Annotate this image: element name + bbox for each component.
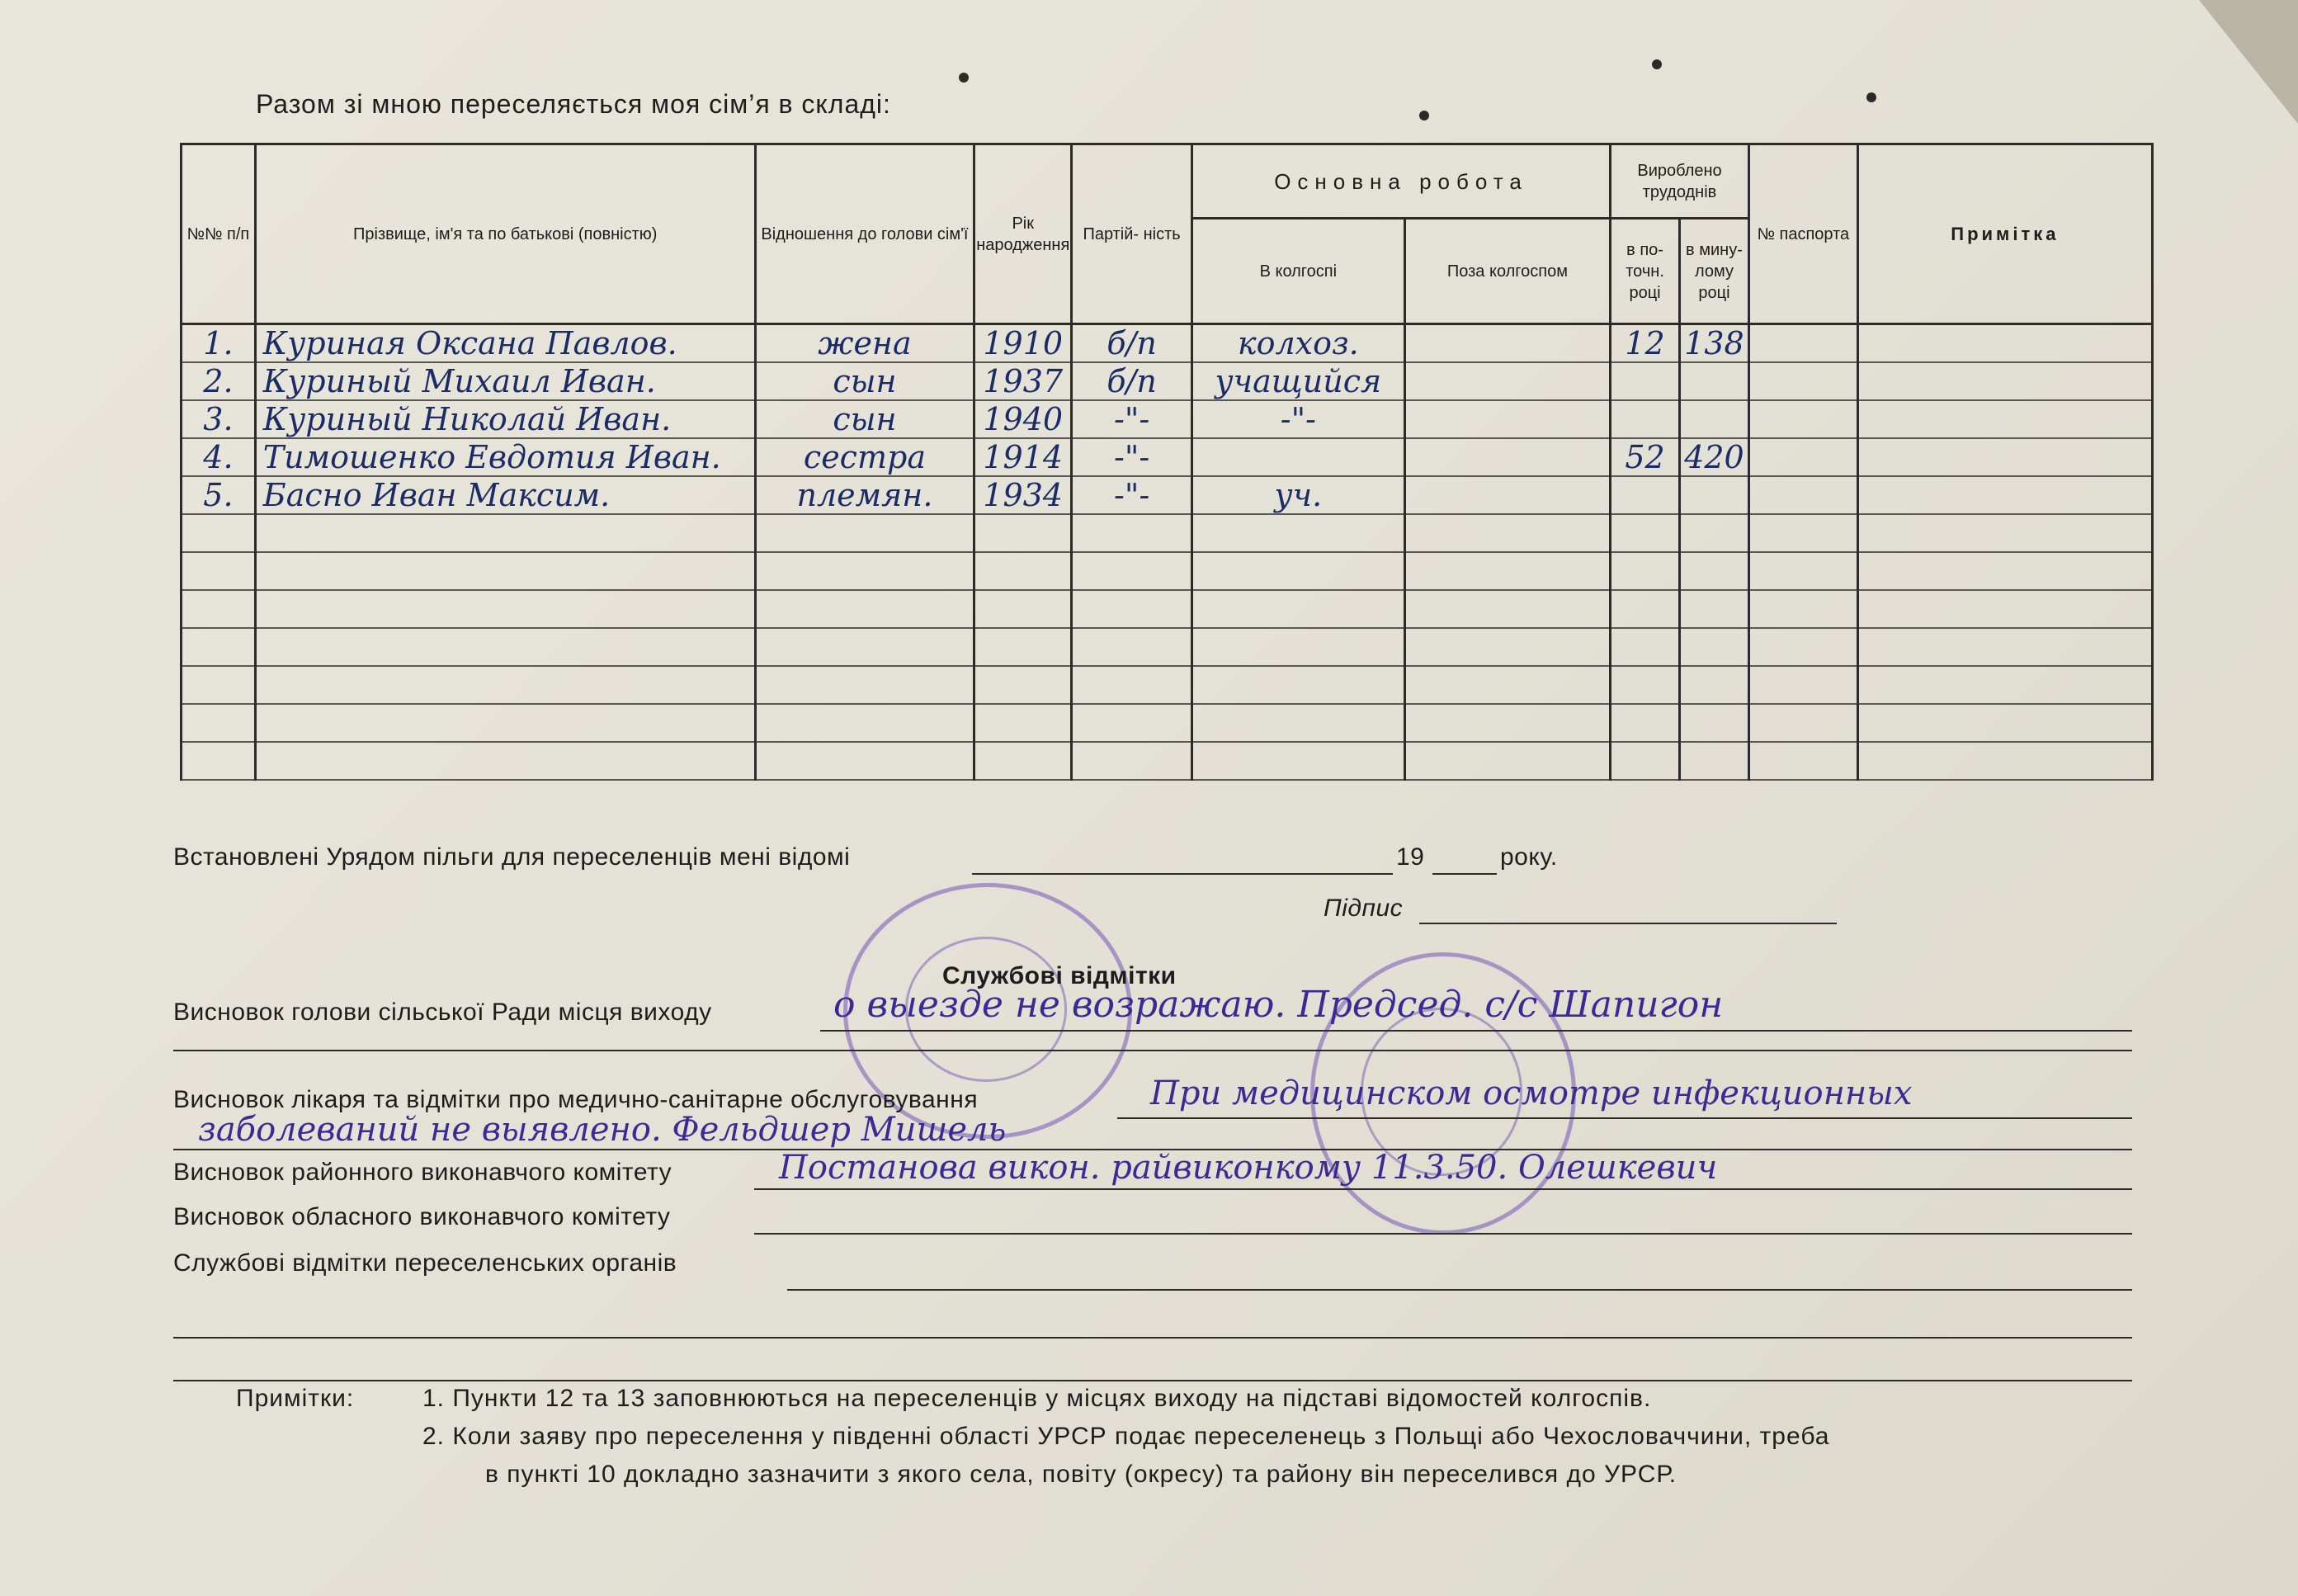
official-title: Службові відмітки	[942, 962, 1177, 989]
row-num[interactable]: 4.	[182, 438, 256, 476]
row-relation[interactable]: сын	[755, 362, 974, 400]
row-party[interactable]	[1072, 552, 1192, 590]
row-note[interactable]	[1857, 552, 2152, 590]
header-year: Рік народження	[974, 144, 1072, 324]
row-relation[interactable]	[755, 514, 974, 552]
row-passport[interactable]	[1748, 590, 1857, 628]
row-note[interactable]	[1857, 742, 2152, 780]
row-num[interactable]	[182, 552, 256, 590]
row-passport[interactable]	[1748, 324, 1857, 363]
note-item-3: в пункті 10 докладно зазначити з якого села, повіту (окресу) та району він переселився до УРСР.	[485, 1461, 1677, 1488]
table-row	[182, 514, 2153, 552]
row-produced-current[interactable]	[1611, 742, 1680, 780]
row-year[interactable]	[974, 742, 1072, 780]
header-work-kolhosp: В колгоспі	[1191, 219, 1404, 324]
row-work-outside[interactable]	[1404, 590, 1610, 628]
benefits-label: Встановлені Урядом пільги для переселенців мені відомі	[173, 843, 851, 871]
header-relation: Відношення до голови сім'ї	[755, 144, 974, 324]
row-name[interactable]: Басно Иван Максим.	[255, 476, 755, 514]
row-name[interactable]	[255, 590, 755, 628]
row-party[interactable]	[1072, 704, 1192, 742]
row-produced-last[interactable]	[1679, 400, 1748, 438]
row-produced-last[interactable]	[1679, 628, 1748, 666]
row-produced-current[interactable]	[1611, 400, 1680, 438]
family-rows	[182, 324, 2153, 781]
row-year[interactable]	[974, 666, 1072, 704]
resettlement-label: Службові відмітки переселенських органів	[173, 1249, 677, 1277]
row-note[interactable]	[1857, 324, 2152, 363]
family-table	[180, 143, 2154, 781]
row-year[interactable]	[974, 590, 1072, 628]
row-relation[interactable]	[755, 704, 974, 742]
row-num[interactable]: 2.	[182, 362, 256, 400]
row-produced-current[interactable]: 12	[1611, 324, 1680, 363]
row-name[interactable]	[255, 704, 755, 742]
torn-corner	[2199, 0, 2298, 124]
village-council-label: Висновок голови сільської Ради місця виходу	[173, 999, 712, 1026]
signature-line[interactable]	[1419, 923, 1837, 924]
punch-hole	[1419, 111, 1429, 120]
row-party[interactable]: -"-	[1072, 438, 1192, 476]
header-note: Примітка	[1857, 144, 2152, 324]
row-produced-last[interactable]	[1679, 590, 1748, 628]
row-work-kolhosp[interactable]: уч.	[1191, 476, 1404, 514]
row-num[interactable]: 3.	[182, 400, 256, 438]
row-work-kolhosp[interactable]: -"-	[1191, 400, 1404, 438]
note-item-1: 1. Пункти 12 та 13 заповнюються на переселенців у місцях виходу на підставі відомостей колгоспів.	[422, 1385, 1652, 1412]
row-work-outside[interactable]	[1404, 514, 1610, 552]
row-relation[interactable]	[755, 628, 974, 666]
resettlement-line[interactable]	[787, 1289, 2132, 1291]
row-produced-last[interactable]	[1679, 514, 1748, 552]
row-work-kolhosp[interactable]	[1191, 514, 1404, 552]
row-produced-last[interactable]	[1679, 552, 1748, 590]
punch-hole	[959, 73, 969, 83]
row-produced-last[interactable]: 138	[1679, 324, 1748, 363]
row-year[interactable]: 1934	[974, 476, 1072, 514]
row-year[interactable]	[974, 628, 1072, 666]
row-party[interactable]	[1072, 666, 1192, 704]
benefits-year-prefix: 19	[1396, 843, 1425, 871]
row-work-kolhosp[interactable]	[1191, 590, 1404, 628]
row-party[interactable]: -"-	[1072, 476, 1192, 514]
row-name[interactable]: Тимошенко Евдотия Иван.	[255, 438, 755, 476]
row-passport[interactable]	[1748, 514, 1857, 552]
row-party[interactable]: б/п	[1072, 324, 1192, 363]
row-relation[interactable]: сын	[755, 400, 974, 438]
row-party[interactable]	[1072, 590, 1192, 628]
header-work-outside: Поза колгоспом	[1404, 219, 1610, 324]
row-produced-current[interactable]	[1611, 704, 1680, 742]
district-value: Постанова викон. райвиконкому 11.3.50. Олешкевич	[779, 1149, 1718, 1187]
header-work: Основна робота	[1191, 144, 1610, 219]
row-work-outside[interactable]	[1404, 362, 1610, 400]
row-work-kolhosp[interactable]	[1191, 628, 1404, 666]
row-work-kolhosp[interactable]	[1191, 438, 1404, 476]
row-note[interactable]	[1857, 628, 2152, 666]
row-relation[interactable]	[755, 590, 974, 628]
row-num[interactable]: 1.	[182, 324, 256, 363]
row-note[interactable]	[1857, 590, 2152, 628]
row-num[interactable]	[182, 628, 256, 666]
table-row	[182, 704, 2153, 742]
row-year[interactable]: 1940	[974, 400, 1072, 438]
oblast-line[interactable]	[754, 1233, 2132, 1235]
row-produced-last[interactable]	[1679, 476, 1748, 514]
row-year[interactable]: 1914	[974, 438, 1072, 476]
row-year[interactable]	[974, 552, 1072, 590]
row-passport[interactable]	[1748, 476, 1857, 514]
table-row	[182, 324, 2153, 363]
row-num[interactable]	[182, 666, 256, 704]
row-produced-current[interactable]	[1611, 362, 1680, 400]
district-line[interactable]	[754, 1188, 2132, 1190]
table-row	[182, 742, 2153, 780]
signature-label: Підпис	[1324, 895, 1404, 922]
header-produced-current: в по- точн. році	[1611, 219, 1680, 324]
row-year[interactable]: 1910	[974, 324, 1072, 363]
row-produced-current[interactable]	[1611, 476, 1680, 514]
row-produced-last[interactable]: 420	[1679, 438, 1748, 476]
row-passport[interactable]	[1748, 666, 1857, 704]
row-passport[interactable]	[1748, 704, 1857, 742]
row-num[interactable]: 5.	[182, 476, 256, 514]
village-council-line[interactable]	[820, 1030, 2132, 1032]
row-year[interactable]	[974, 514, 1072, 552]
row-party[interactable]	[1072, 742, 1192, 780]
header-party: Партій- ність	[1072, 144, 1192, 324]
header-passport: № паспорта	[1748, 144, 1857, 324]
table-row	[182, 476, 2153, 514]
row-name[interactable]	[255, 742, 755, 780]
table-row	[182, 666, 2153, 704]
header-produced-last: в мину- лому році	[1679, 219, 1748, 324]
row-produced-last[interactable]	[1679, 742, 1748, 780]
row-passport[interactable]	[1748, 628, 1857, 666]
row-produced-current[interactable]	[1611, 666, 1680, 704]
row-num[interactable]	[182, 514, 256, 552]
row-work-kolhosp[interactable]	[1191, 704, 1404, 742]
row-produced-current[interactable]: 52	[1611, 438, 1680, 476]
row-work-outside[interactable]	[1404, 666, 1610, 704]
header-name: Прізвище, ім'я та по батькові (повністю)	[255, 144, 755, 324]
row-passport[interactable]	[1748, 438, 1857, 476]
row-work-outside[interactable]	[1404, 324, 1610, 363]
row-party[interactable]: б/п	[1072, 362, 1192, 400]
doctor-line[interactable]	[1117, 1117, 2132, 1119]
row-work-kolhosp[interactable]: колхоз.	[1191, 324, 1404, 363]
row-work-outside[interactable]	[1404, 476, 1610, 514]
note-item-2: 2. Коли заяву про переселення у південні області УРСР подає переселенець з Польщі або Чехословаччини, треба	[422, 1423, 1830, 1450]
family-heading: Разом зі мною переселяється моя сім’я в складі:	[256, 89, 891, 119]
row-relation[interactable]: сестра	[755, 438, 974, 476]
row-note[interactable]	[1857, 666, 2152, 704]
doctor-value-1: При медицинском осмотре инфекционных	[1150, 1074, 1913, 1112]
row-name[interactable]	[255, 666, 755, 704]
row-relation[interactable]: жена	[755, 324, 974, 363]
oblast-label: Висновок обласного виконавчого комітету	[173, 1203, 671, 1230]
row-relation[interactable]: племян.	[755, 476, 974, 514]
notes-label: Примітки:	[236, 1385, 355, 1412]
punch-hole	[1866, 92, 1876, 102]
row-num[interactable]	[182, 742, 256, 780]
row-produced-current[interactable]	[1611, 552, 1680, 590]
row-produced-current[interactable]	[1611, 590, 1680, 628]
row-num[interactable]	[182, 590, 256, 628]
row-work-outside[interactable]	[1404, 742, 1610, 780]
district-label: Висновок районного виконавчого комітету	[173, 1159, 672, 1186]
benefits-date-line[interactable]	[972, 873, 1393, 875]
row-year[interactable]	[974, 704, 1072, 742]
table-row	[182, 400, 2153, 438]
row-work-outside[interactable]	[1404, 552, 1610, 590]
row-work-kolhosp[interactable]	[1191, 742, 1404, 780]
row-produced-current[interactable]	[1611, 628, 1680, 666]
row-passport[interactable]	[1748, 362, 1857, 400]
benefits-year-line[interactable]	[1432, 873, 1497, 875]
row-work-outside[interactable]	[1404, 438, 1610, 476]
row-name[interactable]	[255, 628, 755, 666]
row-year[interactable]: 1937	[974, 362, 1072, 400]
row-relation[interactable]	[755, 742, 974, 780]
row-passport[interactable]	[1748, 400, 1857, 438]
row-name[interactable]: Куриный Михаил Иван.	[255, 362, 755, 400]
row-party[interactable]: -"-	[1072, 400, 1192, 438]
table-row	[182, 438, 2153, 476]
row-party[interactable]	[1072, 628, 1192, 666]
row-name[interactable]: Куриная Оксана Павлов.	[255, 324, 755, 363]
row-work-outside[interactable]	[1404, 704, 1610, 742]
row-name[interactable]: Куриный Николай Иван.	[255, 400, 755, 438]
row-name[interactable]	[255, 514, 755, 552]
row-work-kolhosp[interactable]: учащийся	[1191, 362, 1404, 400]
resettlement-line-2[interactable]	[173, 1337, 2132, 1339]
row-work-outside[interactable]	[1404, 628, 1610, 666]
row-note[interactable]	[1857, 514, 2152, 552]
row-passport[interactable]	[1748, 742, 1857, 780]
village-council-value: о выезде не возражаю. Председ. с/с Шапигон	[833, 984, 1724, 1026]
punch-hole	[1652, 59, 1662, 69]
row-produced-last[interactable]	[1679, 666, 1748, 704]
row-note[interactable]	[1857, 362, 2152, 400]
row-produced-last[interactable]	[1679, 704, 1748, 742]
table-row	[182, 590, 2153, 628]
header-produced: Вироблено трудоднів	[1611, 144, 1749, 219]
doctor-value-2: заболеваний не выявлено. Фельдшер Мишель	[198, 1111, 1007, 1149]
row-produced-last[interactable]	[1679, 362, 1748, 400]
row-party[interactable]	[1072, 514, 1192, 552]
benefits-year-suffix: року.	[1500, 843, 1558, 871]
row-relation[interactable]	[755, 552, 974, 590]
doctor-label: Висновок лікаря та відмітки про медично-санітарне обслуговування	[173, 1086, 979, 1113]
row-num[interactable]	[182, 704, 256, 742]
row-produced-current[interactable]	[1611, 514, 1680, 552]
row-relation[interactable]	[755, 666, 974, 704]
row-note[interactable]	[1857, 476, 2152, 514]
table-row	[182, 552, 2153, 590]
row-note[interactable]	[1857, 704, 2152, 742]
row-name[interactable]	[255, 552, 755, 590]
table-row	[182, 628, 2153, 666]
row-passport[interactable]	[1748, 552, 1857, 590]
row-note[interactable]	[1857, 438, 2152, 476]
row-work-outside[interactable]	[1404, 400, 1610, 438]
header-num: №№ п/п	[182, 144, 256, 324]
row-work-kolhosp[interactable]	[1191, 666, 1404, 704]
row-work-kolhosp[interactable]	[1191, 552, 1404, 590]
row-note[interactable]	[1857, 400, 2152, 438]
table-row	[182, 362, 2153, 400]
village-council-line-2[interactable]	[173, 1050, 2132, 1051]
